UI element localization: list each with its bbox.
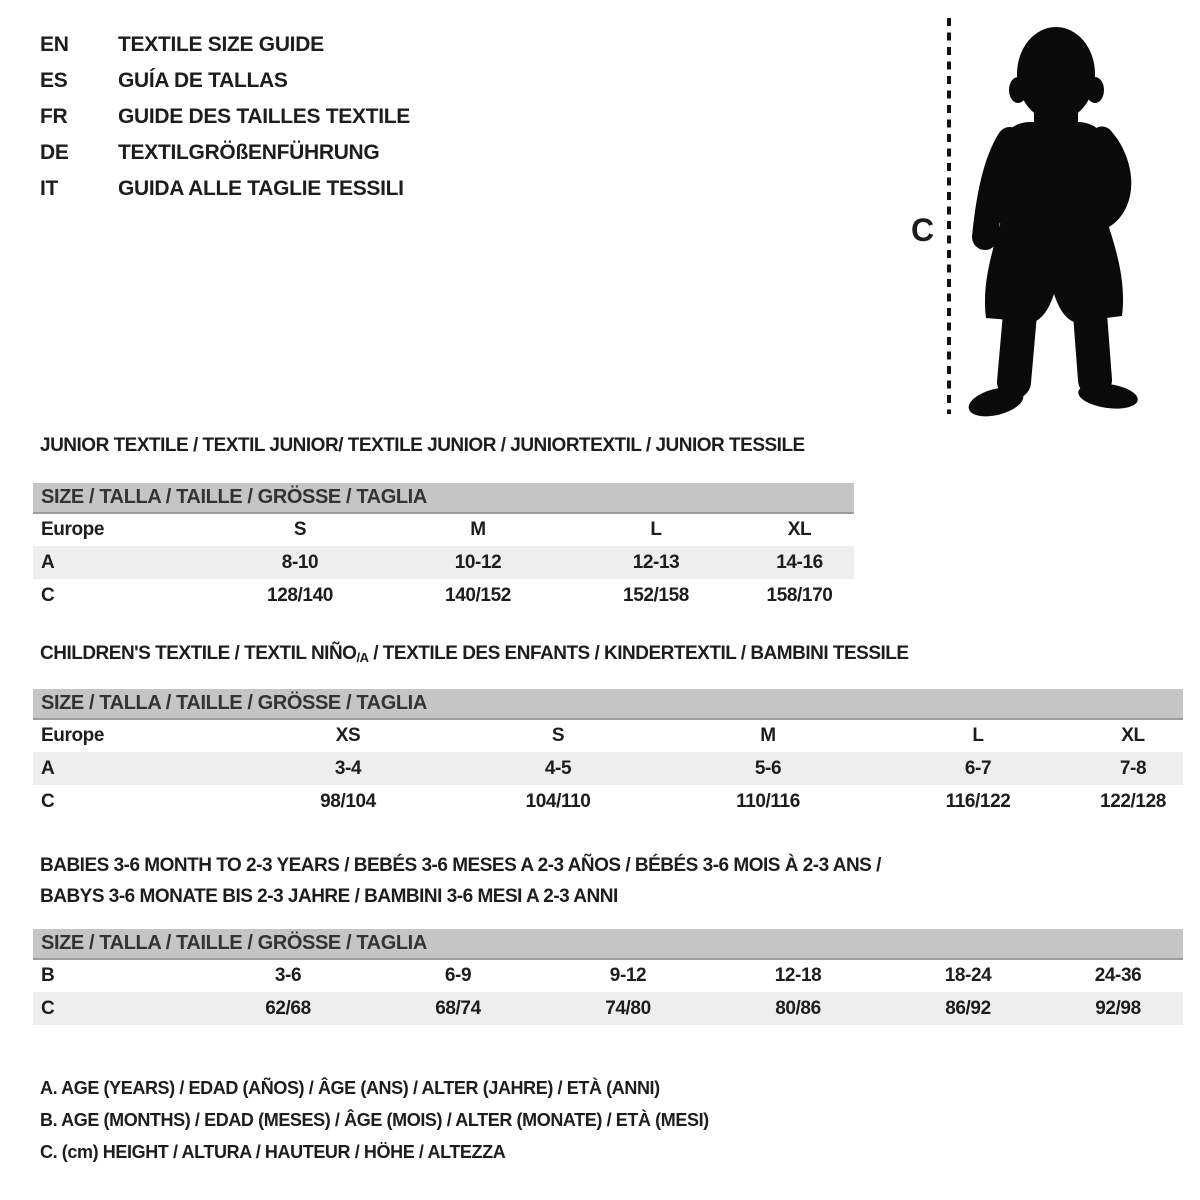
age-cell: 7-8	[1083, 752, 1183, 785]
babies-title-line1: BABIES 3-6 MONTH TO 2-3 YEARS / BEBÉS 3-6 MESES A 2-3 AÑOS / BÉBÉS 3-6 MOIS À 2-3 ANS /	[40, 855, 881, 876]
height-cell: 98/104	[320, 790, 376, 812]
age-cell: 18-24	[944, 965, 992, 986]
language-row	[40, 99, 410, 135]
size-header-bar: SIZE / TALLA / TAILLE / GRÖSSE / TAGLIA	[33, 689, 1183, 719]
height-cell: 92/98	[1053, 992, 1183, 1025]
height-cell: 116/122	[945, 790, 1011, 812]
age-cell: 24-36	[1094, 965, 1142, 986]
language-row	[40, 27, 410, 63]
children-title-text: / TEXTILE DES ENFANTS / KINDERTEXTIL / BAMBINI TESSILE	[368, 643, 909, 664]
junior-size-table	[33, 483, 854, 612]
language-code: ES	[40, 69, 68, 92]
children-size-table	[33, 689, 1183, 818]
table-row	[33, 719, 1183, 752]
height-cell: 68/74	[373, 992, 543, 1025]
row-label: C	[41, 790, 55, 812]
language-code: IT	[40, 177, 59, 200]
age-cell: 3-6	[274, 965, 302, 986]
children-title-suffix: /A	[356, 650, 369, 665]
row-label: Europe	[41, 725, 105, 746]
children-title-text: CHILDREN'S TEXTILE / TEXTIL NIÑO	[40, 643, 357, 664]
language-code: DE	[40, 141, 69, 164]
row-label: B	[41, 965, 55, 986]
language-label: GUIDA ALLE TAGLIE TESSILI	[118, 177, 404, 200]
height-cell: 128/140	[267, 584, 333, 606]
language-label: GUÍA DE TALLAS	[118, 69, 288, 92]
size-cell: XS	[335, 725, 361, 746]
table-row	[33, 752, 1183, 785]
row-label: Europe	[41, 519, 105, 540]
age-cell: 12-13	[567, 546, 745, 579]
language-code: FR	[40, 105, 68, 128]
language-label: TEXTILGRÖßENFÜHRUNG	[118, 141, 380, 164]
height-cell: 152/158	[623, 584, 689, 606]
age-cell: 4-5	[453, 752, 663, 785]
baby-silhouette	[968, 22, 1140, 422]
size-header-bar: SIZE / TALLA / TAILLE / GRÖSSE / TAGLIA	[33, 929, 1183, 959]
legend	[40, 1072, 709, 1168]
age-cell: 14-16	[745, 546, 854, 579]
height-dashed-line	[945, 14, 953, 418]
language-label: GUIDE DES TAILLES TEXTILE	[118, 105, 410, 128]
height-cell: 62/68	[203, 992, 373, 1025]
legend-line-b: B. AGE (MONTHS) / EDAD (MESES) / ÂGE (MOIS) / ALTER (MONATE) / ETÀ (MESI)	[40, 1110, 709, 1130]
legend-line-c: C. (cm) HEIGHT / ALTURA / HAUTEUR / HÖHE / ALTEZZA	[40, 1142, 506, 1162]
language-row	[40, 135, 410, 171]
height-cell: 122/128	[1100, 790, 1166, 812]
size-cell: L	[650, 519, 662, 540]
height-cell: 80/86	[713, 992, 883, 1025]
children-section-title	[40, 643, 909, 665]
size-cell: S	[551, 725, 565, 746]
height-cell: 104/110	[525, 790, 591, 812]
table-row	[33, 513, 854, 546]
row-label: A	[33, 546, 211, 579]
babies-title-line2: BABYS 3-6 MONATE BIS 2-3 JAHRE / BAMBINI 3-6 MESI A 2-3 ANNI	[40, 886, 618, 907]
language-row	[40, 171, 410, 207]
table-row	[33, 959, 1183, 992]
size-cell: L	[972, 725, 984, 746]
age-cell: 5-6	[663, 752, 873, 785]
size-cell: S	[293, 519, 307, 540]
language-label: TEXTILE SIZE GUIDE	[118, 33, 324, 56]
row-label: C	[33, 992, 203, 1025]
language-row	[40, 63, 410, 99]
row-label: C	[41, 584, 55, 606]
height-label-c: C	[911, 212, 934, 248]
size-cell: M	[470, 519, 486, 540]
age-cell: 10-12	[389, 546, 567, 579]
height-cell: 86/92	[883, 992, 1053, 1025]
height-cell: 110/116	[736, 790, 800, 812]
language-title-list	[40, 27, 410, 207]
age-cell: 12-18	[774, 965, 822, 986]
table-row	[33, 579, 854, 612]
size-header-bar: SIZE / TALLA / TAILLE / GRÖSSE / TAGLIA	[33, 483, 854, 513]
row-label: A	[33, 752, 243, 785]
age-cell: 8-10	[211, 546, 389, 579]
size-cell: XL	[787, 519, 812, 540]
size-cell: M	[760, 725, 776, 746]
age-cell: 9-12	[609, 965, 647, 986]
table-row	[33, 992, 1183, 1025]
size-cell: XL	[1121, 725, 1145, 746]
age-cell: 6-9	[444, 965, 472, 986]
junior-section-title: JUNIOR TEXTILE / TEXTIL JUNIOR/ TEXTILE JUNIOR / JUNIORTEXTIL / JUNIOR TESSILE	[40, 435, 805, 456]
table-row	[33, 785, 1183, 818]
babies-size-table	[33, 929, 1183, 1025]
height-cell: 140/152	[445, 584, 511, 606]
age-cell: 3-4	[243, 752, 453, 785]
table-row	[33, 546, 854, 579]
babies-section-title	[40, 850, 881, 912]
height-cell: 158/170	[766, 584, 833, 606]
language-code: EN	[40, 33, 69, 56]
baby-height-figure	[905, 14, 1165, 426]
age-cell: 6-7	[873, 752, 1083, 785]
height-cell: 74/80	[543, 992, 713, 1025]
legend-line-a: A. AGE (YEARS) / EDAD (AÑOS) / ÂGE (ANS) / ALTER (JAHRE) / ETÀ (ANNI)	[40, 1078, 660, 1098]
